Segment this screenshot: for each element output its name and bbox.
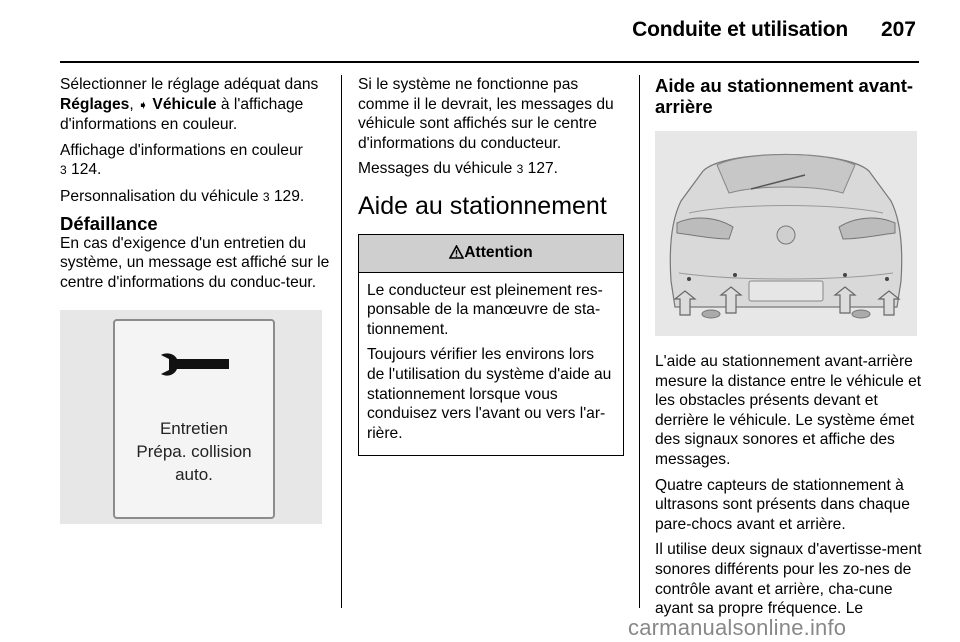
attention-paragraph: Toujours vérifier les environs lors de l'utilisation du système d'aide au stationnement lorsque vous conduisez vers l'avant ou vers l'ar-rière. (367, 346, 612, 442)
attention-paragraph: Le conducteur est pleinement res-ponsable de la manœuvre de sta-tionnement. (367, 281, 603, 338)
section-heading-defaillance: Défaillance (60, 212, 158, 234)
paragraph-info-display: Affichage d'informations en couleur 3 124. (60, 141, 303, 179)
paragraph-malfunction: Si le système ne fonctionne pas comme il le devrait, les messages du véhicule sont affichés sur le centre d'informations du conducteur. (358, 76, 614, 152)
page-ref-arrow-icon: 3 (262, 189, 270, 204)
car-rear-illustration (655, 131, 917, 336)
car-rear-sensors-figure (655, 131, 917, 336)
page-ref-arrow-icon: 3 (516, 162, 524, 177)
menu-arrow-icon: ➧ (138, 97, 149, 112)
attention-box (358, 234, 624, 456)
column-divider-2 (639, 75, 640, 608)
service-display-figure (60, 310, 322, 524)
menu-vehicle: Véhicule (152, 95, 217, 113)
warning-triangle-icon (449, 245, 464, 265)
attention-header: Attention (359, 235, 623, 273)
paragraph-sensors: Quatre capteurs de stationnement à ultrasons sont présents dans chaque pare-chocs avant et arrière. (655, 476, 910, 533)
paragraph-personalisation: Personnalisation du véhicule 3 129. (60, 187, 305, 205)
heading-parking-assist: Aide au stationnement (358, 191, 607, 220)
paragraph-settings: Sélectionner le réglage adéquat dans Réglages, ➧ Véhicule à l'affichage d'informations en couleur. (60, 76, 319, 134)
running-header-title: Conduite et utilisation (632, 18, 848, 41)
header-rule (60, 61, 919, 63)
paragraph-warning-signals: Il utilise deux signaux d'avertisse-ment sonores différents pour les zo-nes de contrôle avant et arrière, cha-cune ayant sa propre fréquence. Le (655, 541, 922, 618)
paragraph-parking-description: L'aide au stationnement avant-arrière mesure la distance entre le véhicule et les obstacles présents devant et derrière le véhicule. Le système émet des signaux sonores et affiche des messages. (655, 353, 922, 468)
menu-settings: Réglages (60, 95, 130, 113)
column-divider-1 (341, 75, 342, 608)
column-1 (60, 75, 332, 298)
paragraph-vehicle-messages: Messages du véhicule 3 127. (358, 160, 559, 178)
page-number: 207 (880, 18, 916, 41)
column-2 (358, 75, 628, 456)
paragraph-defaillance: En cas d'exigence d'un entretien du système, un message est affiché sur le centre d'informations du conduc-teur. (60, 234, 330, 291)
page-ref-arrow-icon: 3 (60, 163, 67, 178)
attention-body (359, 273, 623, 456)
column-3 (655, 75, 925, 625)
wrench-icon (157, 351, 233, 379)
watermark: carmanualsonline.info (628, 615, 847, 640)
info-display-screen (113, 319, 275, 519)
heading-front-rear-parking: Aide au stationnement avant-arrière (655, 75, 914, 117)
display-message: Entretien Prépa. collision auto. (136, 419, 252, 484)
